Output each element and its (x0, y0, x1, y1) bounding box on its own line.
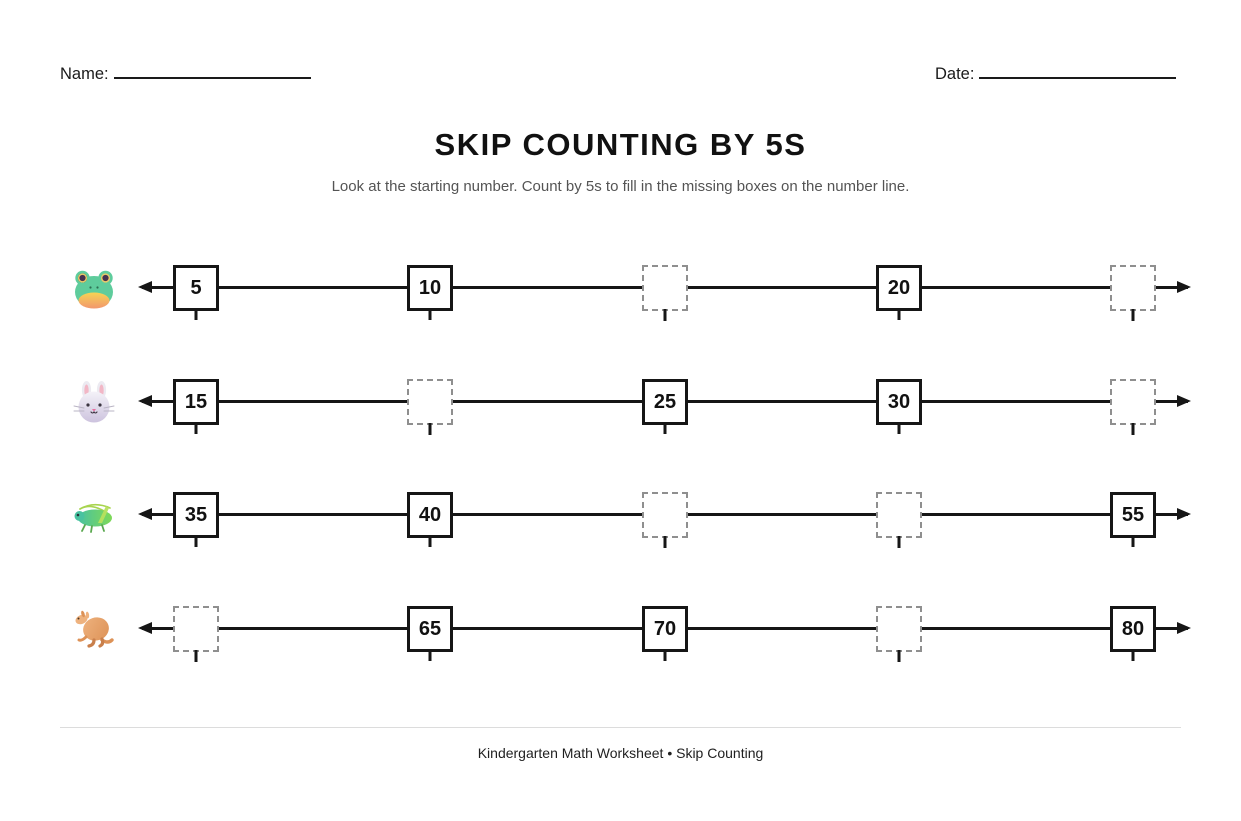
number-box (173, 265, 219, 311)
left-arrow-icon (138, 508, 152, 520)
number-line-row-frog (0, 253, 1241, 325)
tick-mark (898, 308, 901, 320)
number-box (173, 492, 219, 538)
number-box-value: 5 (190, 276, 202, 299)
number-box-value: 55 (1121, 503, 1145, 526)
answer-box[interactable] (876, 606, 922, 652)
answer-box[interactable] (407, 379, 453, 425)
tick-mark (1132, 649, 1135, 661)
name-blank-line[interactable] (114, 62, 311, 79)
answer-box[interactable] (642, 265, 688, 311)
number-box (642, 606, 688, 652)
tick-mark (195, 650, 198, 662)
date-blank-line[interactable] (979, 62, 1176, 79)
tick-mark (195, 535, 198, 547)
number-box-value: 65 (418, 617, 442, 640)
tick-mark (195, 308, 198, 320)
tick-mark (898, 650, 901, 662)
tick-mark (429, 308, 432, 320)
tick-mark (664, 536, 667, 548)
tick-mark (429, 649, 432, 661)
right-arrow-icon (1177, 622, 1191, 634)
left-arrow-icon (138, 395, 152, 407)
tick-mark (664, 422, 667, 434)
number-box (642, 379, 688, 425)
date-field (935, 62, 1176, 84)
tick-mark (429, 423, 432, 435)
left-arrow-icon (138, 281, 152, 293)
tick-mark (898, 536, 901, 548)
number-box (876, 379, 922, 425)
page-title: SKIP COUNTING BY 5S (434, 127, 807, 162)
tick-mark (664, 309, 667, 321)
name-label: Name: (60, 65, 109, 83)
number-box-value: 70 (653, 617, 677, 640)
date-label: Date: (935, 65, 975, 83)
right-arrow-icon (1177, 281, 1191, 293)
answer-box[interactable] (876, 492, 922, 538)
right-arrow-icon (1177, 508, 1191, 520)
tick-mark (1132, 309, 1135, 321)
name-field (60, 62, 311, 84)
kangaroo-icon (72, 607, 116, 651)
left-arrow-icon (138, 622, 152, 634)
number-box-value: 35 (184, 503, 208, 526)
grasshopper-icon (72, 493, 116, 537)
footer-divider (60, 727, 1181, 728)
number-line-row-grasshopper (0, 480, 1241, 552)
tick-mark (898, 422, 901, 434)
answer-box[interactable] (1110, 379, 1156, 425)
instructions-text: Look at the starting number. Count by 5s to fill in the missing boxes on the number line. (331, 178, 910, 195)
number-box (876, 265, 922, 311)
number-line-row-rabbit (0, 367, 1241, 439)
number-box (1110, 492, 1156, 538)
frog-icon (72, 266, 116, 310)
answer-box[interactable] (1110, 265, 1156, 311)
number-box (1110, 606, 1156, 652)
number-box (407, 492, 453, 538)
number-box (173, 379, 219, 425)
number-box-value: 25 (653, 390, 677, 413)
number-box (407, 606, 453, 652)
number-box (407, 265, 453, 311)
rabbit-icon (72, 380, 116, 424)
tick-mark (664, 649, 667, 661)
tick-mark (1132, 535, 1135, 547)
answer-box[interactable] (642, 492, 688, 538)
number-box-value: 15 (184, 390, 208, 413)
right-arrow-icon (1177, 395, 1191, 407)
number-box-value: 20 (887, 276, 911, 299)
tick-mark (195, 422, 198, 434)
number-box-value: 80 (1121, 617, 1145, 640)
number-box-value: 10 (418, 276, 442, 299)
tick-mark (1132, 423, 1135, 435)
number-box-value: 30 (887, 390, 911, 413)
number-line-row-kangaroo (0, 594, 1241, 666)
tick-mark (429, 535, 432, 547)
number-box-value: 40 (418, 503, 442, 526)
footer-text: Kindergarten Math Worksheet • Skip Counting (477, 745, 764, 761)
answer-box[interactable] (173, 606, 219, 652)
